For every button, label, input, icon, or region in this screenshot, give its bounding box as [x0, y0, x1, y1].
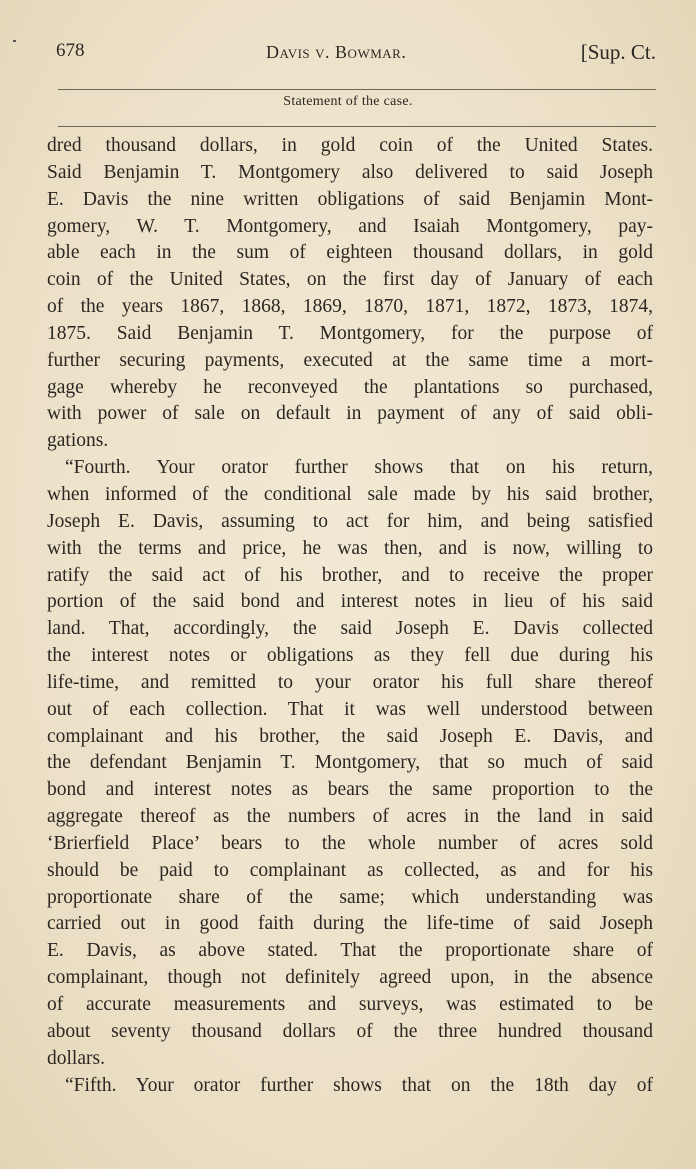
- page-number: 678: [56, 40, 85, 61]
- text-line: able each in the sum of eighteen thousand dollars, in gold: [47, 242, 653, 264]
- text-line: complainant and his brother, the said Joseph E. Davis, and: [47, 725, 653, 747]
- text-line: aggregate thereof as the numbers of acres in the land in said: [47, 806, 653, 828]
- text-line: 1875. Said Benjamin T. Montgomery, for the purpose of: [47, 322, 653, 344]
- text-line: when informed of the conditional sale made by his said brother,: [47, 483, 653, 505]
- text-line: dollars.: [47, 1047, 105, 1069]
- subheading-rule: [58, 126, 656, 127]
- text-line: coin of the United States, on the first day of January of each: [47, 269, 653, 291]
- text-line: with power of sale on default in payment of any of said obli-: [47, 403, 653, 425]
- text-line: land. That, accordingly, the said Joseph E. Davis collected: [47, 618, 653, 640]
- text-line: “Fifth. Your orator further shows that on the 18th day of: [65, 1074, 653, 1096]
- text-line: of the years 1867, 1868, 1869, 1870, 1871, 1872, 1873, 1874,: [47, 296, 653, 318]
- text-line: dred thousand dollars, in gold coin of the United States.: [47, 135, 653, 156]
- body-text: [47, 133, 653, 1099]
- text-line: about seventy thousand dollars of the three hundred thousand: [47, 1020, 653, 1042]
- text-line: E. Davis, as above stated. That the proportionate share of: [47, 940, 653, 962]
- margin-mark: [13, 40, 16, 42]
- text-line: “Fourth. Your orator further shows that on his return,: [65, 457, 653, 479]
- text-line: out of each collection. That it was well understood between: [47, 698, 653, 720]
- text-line: Said Benjamin T. Montgomery also delivered to said Joseph: [47, 161, 653, 183]
- text-line: life-time, and remitted to your orator his full share thereof: [47, 671, 653, 693]
- text-line: portion of the said bond and interest notes in lieu of his said: [47, 591, 653, 613]
- header-rule: [58, 89, 656, 90]
- text-line: with the terms and price, he was then, and is now, willing to: [47, 537, 653, 559]
- running-title: Davis v. Bowmar.: [266, 42, 407, 62]
- page-header: [56, 40, 656, 74]
- text-line: gomery, W. T. Montgomery, and Isaiah Montgomery, pay-: [47, 215, 653, 237]
- section-subheading: Statement of the case.: [283, 94, 413, 109]
- text-line: the interest notes or obligations as they fell due during his: [47, 645, 653, 667]
- text-line: Joseph E. Davis, assuming to act for him, and being satisfied: [47, 510, 653, 532]
- text-line: carried out in good faith during the life-time of said Joseph: [47, 913, 653, 935]
- text-line: gage whereby he reconveyed the plantations so purchased,: [47, 376, 653, 398]
- text-line: further securing payments, executed at the same time a mort-: [47, 349, 653, 371]
- text-line: ratify the said act of his brother, and to receive the proper: [47, 564, 653, 586]
- text-line: bond and interest notes as bears the same proportion to the: [47, 779, 653, 801]
- text-line: proportionate share of the same; which understanding was: [47, 886, 653, 908]
- text-line: ‘Brierfield Place’ bears to the whole number of acres sold: [47, 832, 653, 854]
- text-line: gations.: [47, 430, 109, 452]
- text-line: complainant, though not definitely agreed upon, in the absence: [47, 967, 653, 989]
- text-line: should be paid to complainant as collected, as and for his: [47, 859, 653, 881]
- text-line: E. Davis the nine written obligations of said Benjamin Mont-: [47, 188, 653, 210]
- text-line: the defendant Benjamin T. Montgomery, that so much of said: [47, 752, 653, 774]
- court-designation: [Sup. Ct.: [580, 40, 656, 64]
- text-line: of accurate measurements and surveys, was estimated to be: [47, 994, 653, 1015]
